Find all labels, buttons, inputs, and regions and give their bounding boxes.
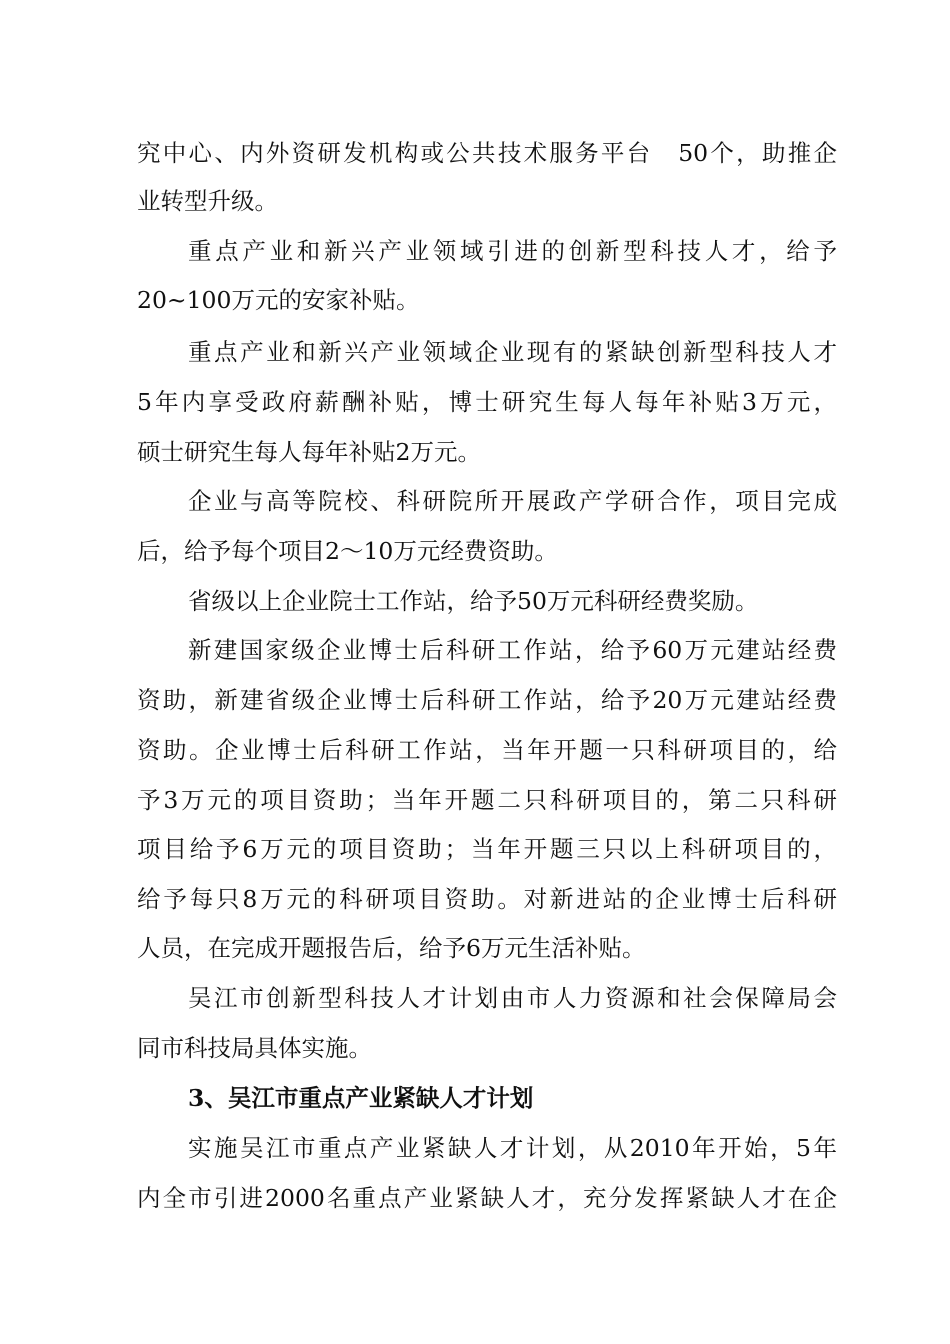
paragraph-line: 硕士研究生每人每年补贴2万元。 (137, 438, 481, 466)
paragraph-line: 给予每只8万元的科研项目资助。对新进站的企业博士后科研 (137, 885, 837, 913)
paragraph-line: 20~100万元的安家补贴。 (137, 286, 420, 314)
paragraph-line: 资助。企业博士后科研工作站，当年开题一只科研项目的，给 (137, 736, 837, 764)
paragraph-line: 新建国家级企业博士后科研工作站，给予60万元建站经费 (188, 636, 837, 664)
paragraph-line: 省级以上企业院士工作站，给予50万元科研经费奖励。 (188, 587, 759, 615)
paragraph-line: 实施吴江市重点产业紧缺人才计划，从2010年开始，5年 (188, 1134, 837, 1162)
paragraph-line: 5年内享受政府薪酬补贴，博士研究生每人每年补贴3万元， (137, 388, 837, 416)
paragraph-line: 内全市引进2000名重点产业紧缺人才，充分发挥紧缺人才在企 (137, 1184, 837, 1212)
paragraph-line: 同市科技局具体实施。 (137, 1034, 372, 1062)
paragraph-line: 资助，新建省级企业博士后科研工作站，给予20万元建站经费 (137, 686, 837, 714)
paragraph-line: 后，给予每个项目2～10万元经费资助。 (137, 537, 558, 565)
paragraph-line: 人员，在完成开题报告后，给予6万元生活补贴。 (137, 934, 646, 962)
paragraph-line: 企业与高等院校、科研院所开展政产学研合作，项目完成 (188, 487, 837, 515)
paragraph-line: 项目给予6万元的项目资助；当年开题三只以上科研项目的， (137, 835, 837, 863)
paragraph-line: 予3万元的项目资助；当年开题二只科研项目的，第二只科研 (137, 786, 837, 814)
paragraph-line: 重点产业和新兴产业领域企业现有的紧缺创新型科技人才 (188, 338, 837, 366)
paragraph-line: 业转型升级。 (137, 187, 278, 215)
paragraph-line: 究中心、内外资研发机构或公共技术服务平台 50个，助推企 (137, 139, 837, 167)
paragraph-line: 重点产业和新兴产业领域引进的创新型科技人才，给予 (188, 237, 837, 265)
section-heading: 3、吴江市重点产业紧缺人才计划 (188, 1084, 534, 1112)
paragraph-line: 吴江市创新型科技人才计划由市人力资源和社会保障局会 (188, 984, 837, 1012)
